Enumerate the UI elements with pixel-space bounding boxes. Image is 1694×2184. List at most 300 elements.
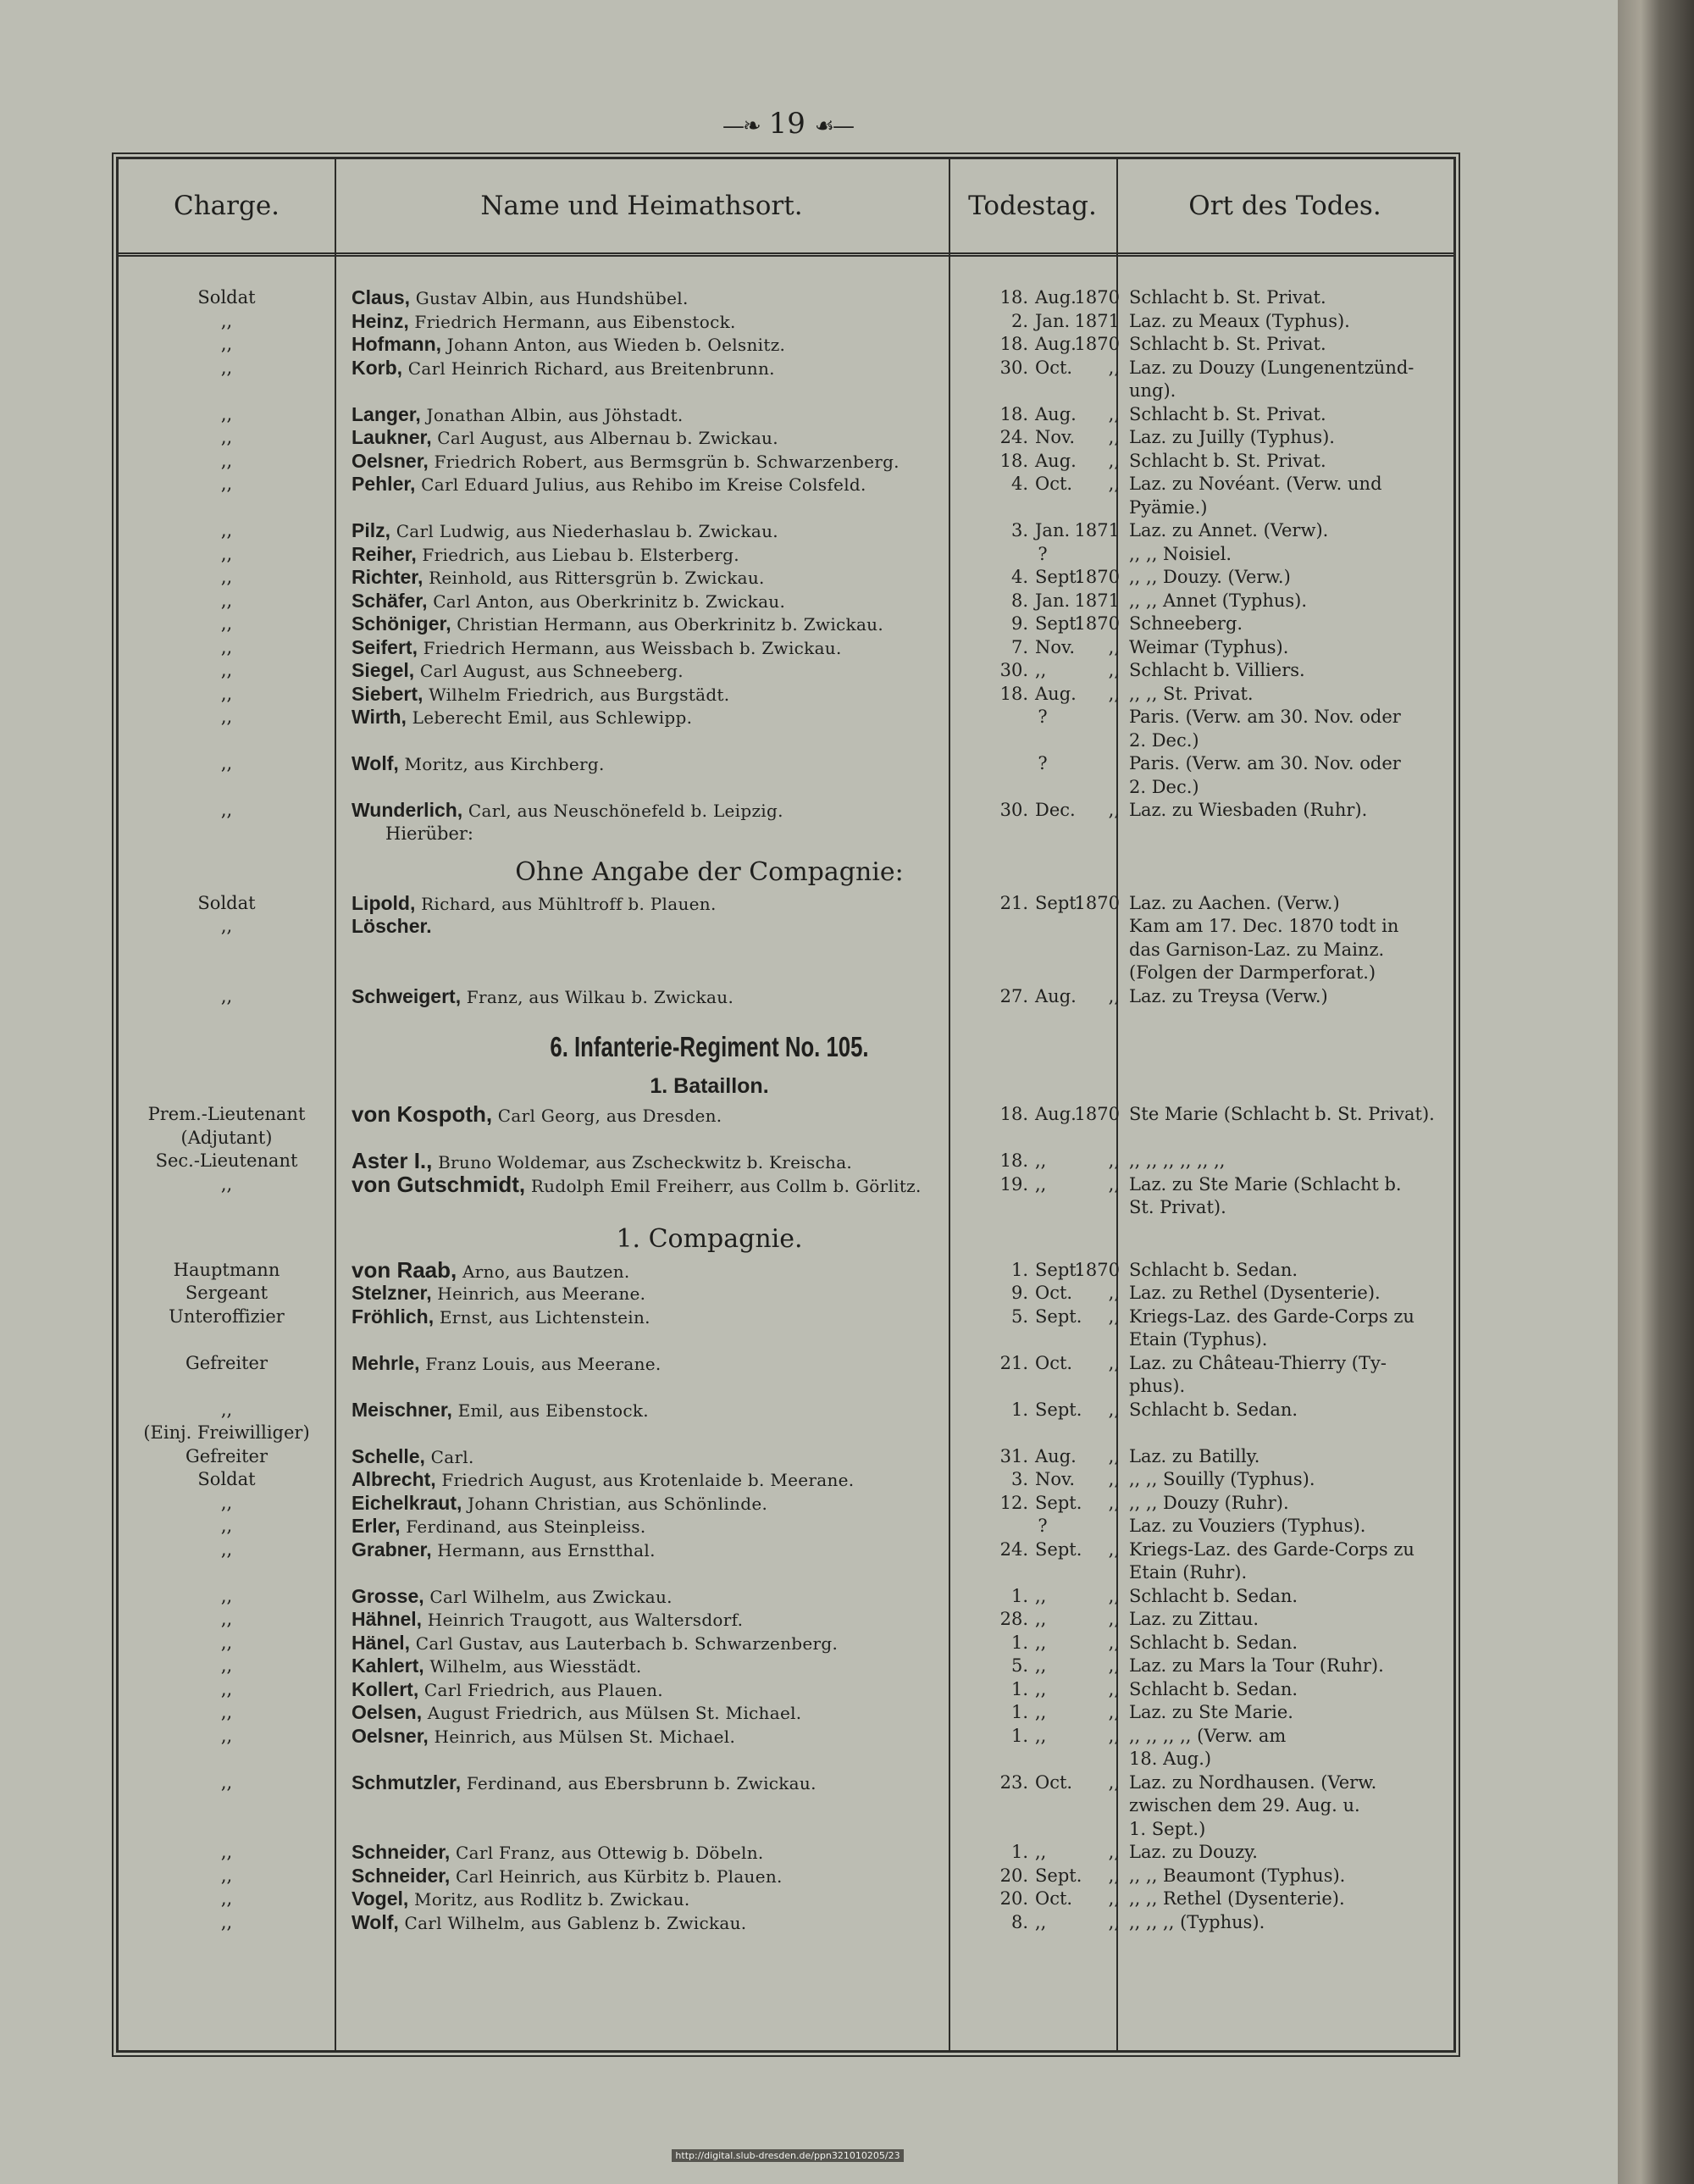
charge-cell: ,,: [220, 800, 233, 820]
table-row: [119, 1725, 1453, 1749]
name-detail: Gustav Albin, aus Hundshübel.: [415, 288, 689, 308]
charge-cell: ,,: [220, 1888, 233, 1909]
date-year: ,,: [1108, 1305, 1120, 1327]
name-cell: [352, 1399, 1067, 1423]
charge-cell: ,,: [220, 1632, 233, 1653]
date-day: 21.: [999, 892, 1028, 913]
charge-cell: ,,: [220, 450, 233, 471]
charge-cell: ,,: [220, 403, 233, 424]
name-cell: [352, 1515, 1067, 1539]
header-todestag: Todestag.: [968, 191, 1097, 221]
death-place-cell: Paris. (Verw. am 30. Nov. oder: [1129, 707, 1401, 727]
table-row: [119, 566, 1453, 590]
table-row: [119, 1515, 1453, 1538]
name-cell: [352, 1305, 1067, 1330]
death-place-cell: 2. Dec.): [1129, 729, 1199, 751]
charge-cell: Soldat: [197, 892, 256, 913]
surname: Grabner,: [352, 1538, 432, 1560]
date-month: Nov.: [1035, 1469, 1076, 1489]
table-row: [119, 1911, 1453, 1935]
date-year: ,,: [1108, 1655, 1120, 1676]
table-row: [119, 519, 1453, 543]
table-row: [119, 333, 1453, 357]
date-day: 28.: [999, 1609, 1028, 1629]
charge-cell: ,,: [220, 1678, 233, 1699]
date-day: 8.: [1010, 590, 1028, 611]
table-row: [119, 450, 1453, 474]
surname: von Gutschmidt,: [352, 1171, 526, 1197]
name-detail: Friedrich Hermann, aus Weissbach b. Zwickau.: [423, 637, 842, 658]
date-year: 1870: [1074, 1104, 1120, 1124]
death-place-cell: 18. Aug.): [1129, 1749, 1212, 1769]
death-place-cell: ,, ,, ,, ,, (Verw. am: [1129, 1725, 1287, 1746]
death-place-cell: Laz. zu Vouziers (Typhus).: [1129, 1516, 1366, 1536]
surname: Mehrle,: [352, 1351, 420, 1374]
charge-cell: (Adjutant): [180, 1127, 273, 1148]
date-day: 30.: [999, 800, 1028, 820]
table-row: [119, 286, 1453, 310]
charge-cell: ,,: [220, 1585, 233, 1606]
date-month: ,,: [1035, 1655, 1047, 1676]
page-number: [0, 107, 1575, 141]
death-place-cell: Ste Marie (Schlacht b. St. Privat).: [1129, 1104, 1435, 1124]
date-year: ,,: [1108, 1538, 1120, 1560]
death-place-cell: Schlacht b. Sedan.: [1129, 1585, 1298, 1606]
table-row: [119, 1375, 1453, 1399]
page-number-text: 19: [768, 107, 805, 141]
surname: Grosse,: [352, 1584, 424, 1607]
death-place-cell: ,, ,, Annet (Typhus).: [1129, 590, 1308, 611]
surname: Wolf,: [352, 752, 399, 774]
charge-cell: ,,: [220, 590, 233, 611]
date-day: 18.: [999, 403, 1028, 424]
date-month: ,,: [1035, 1842, 1047, 1862]
date-day: 27.: [999, 985, 1028, 1006]
charge-cell: ,,: [220, 1492, 233, 1513]
table-row: [119, 1196, 1453, 1220]
date-year: ,,: [1108, 1399, 1120, 1420]
name-cell: [352, 1887, 1067, 1912]
date-month: Oct.: [1035, 474, 1073, 494]
table-row: [119, 1608, 1453, 1632]
name-cell: [352, 1492, 1067, 1516]
date-year: ,,: [1108, 800, 1120, 820]
table-row: [119, 659, 1453, 683]
death-place-cell: Pyämie.): [1129, 496, 1208, 518]
name-cell: [352, 286, 1067, 311]
table-row: [119, 1468, 1453, 1492]
name-cell: [352, 590, 1067, 614]
surname: Richter,: [352, 566, 424, 588]
date-day: 20.: [999, 1888, 1028, 1909]
death-place-cell: Schlacht b. Villiers.: [1129, 660, 1305, 680]
surname: Kahlert,: [352, 1655, 424, 1677]
surname: Lipold,: [352, 891, 416, 914]
death-place-cell: Laz. zu Batilly.: [1129, 1445, 1260, 1466]
table-row: [119, 1701, 1453, 1725]
name-cell: [352, 1282, 1067, 1306]
date-year: ,,: [1108, 1585, 1120, 1606]
name-detail: Johann Christian, aus Schönlinde.: [468, 1493, 768, 1514]
name-detail: Carl Anton, aus Oberkrinitz b. Zwickau.: [433, 590, 786, 612]
name-detail: Friedrich Hermann, aus Eibenstock.: [414, 311, 736, 332]
table-row: [119, 1585, 1453, 1609]
table-row: [119, 1305, 1453, 1329]
charge-cell: ,,: [220, 520, 233, 540]
surname: Oelsner,: [352, 449, 429, 472]
death-place-cell: Schlacht b. Sedan.: [1129, 1632, 1298, 1653]
table-row: [119, 1025, 1453, 1069]
death-place-cell: phus).: [1129, 1376, 1186, 1396]
date-year: ,,: [1108, 1492, 1120, 1513]
section-heading: 1. Bataillon.: [650, 1074, 769, 1098]
date-day: 1.: [1010, 1842, 1028, 1862]
table-row: [119, 1127, 1453, 1150]
surname: Wunderlich,: [352, 799, 463, 821]
date-year: ,,: [1108, 1911, 1120, 1932]
death-place-cell: Laz. zu Aachen. (Verw.): [1129, 892, 1340, 913]
date-year: 1870: [1074, 613, 1120, 634]
date-day: 1.: [1010, 1702, 1028, 1722]
death-place-cell: das Garnison-Laz. zu Mainz.: [1129, 939, 1385, 960]
date-day: 5.: [1010, 1655, 1028, 1676]
date-day: 19.: [999, 1173, 1028, 1195]
surname: Siegel,: [352, 659, 415, 681]
surname: Korb,: [352, 356, 403, 379]
date-month: Oct.: [1035, 357, 1073, 378]
date-month: ,,: [1035, 1585, 1047, 1606]
name-cell: [352, 1352, 1067, 1377]
charge-cell: ,,: [220, 1399, 233, 1420]
date-month: Jan.: [1035, 590, 1071, 611]
death-place-cell: Laz. zu Nordhausen. (Verw.: [1129, 1771, 1377, 1793]
date-day: 31.: [999, 1445, 1028, 1466]
date-month: Sept.: [1035, 613, 1082, 634]
date-year: ,,: [1108, 1771, 1120, 1793]
name-cell: [352, 566, 1067, 590]
surname: Albrecht,: [352, 1468, 436, 1490]
charge-cell: ,,: [220, 1842, 233, 1862]
date-month: Nov.: [1035, 636, 1076, 657]
table-row: [119, 1748, 1453, 1771]
surname: von Kospoth,: [352, 1101, 493, 1127]
date-unknown: ?: [1038, 753, 1048, 773]
date-day: 1.: [1010, 1725, 1028, 1746]
date-year: ,,: [1108, 660, 1120, 680]
date-year: ,,: [1108, 683, 1120, 704]
date-day: 1.: [1010, 1399, 1028, 1420]
charge-cell: ,,: [220, 567, 233, 587]
charge-cell: ,,: [220, 1516, 233, 1536]
name-cell: [352, 473, 1067, 497]
date-day: 21.: [999, 1352, 1028, 1373]
date-month: Nov.: [1035, 427, 1076, 447]
name-detail: Hermann, aus Ernstthal.: [437, 1539, 656, 1560]
name-cell: [352, 1173, 1067, 1199]
table-row: [119, 473, 1453, 496]
name-cell: [352, 683, 1067, 707]
date-month: Aug.: [1035, 1445, 1077, 1466]
date-day: 4.: [1010, 567, 1028, 587]
name-detail: Christian Hermann, aus Oberkrinitz b. Zwickau.: [457, 614, 884, 635]
name-cell: [352, 519, 1067, 544]
table-row: [119, 1887, 1453, 1911]
date-day: 7.: [1010, 636, 1028, 657]
table-row: [119, 1561, 1453, 1585]
table-row: [119, 706, 1453, 729]
death-place-cell: Paris. (Verw. am 30. Nov. oder: [1129, 753, 1401, 773]
date-day: 8.: [1010, 1911, 1028, 1932]
name-detail: Richard, aus Mühltroff b. Plauen.: [421, 893, 717, 914]
date-year: ,,: [1108, 636, 1120, 657]
death-place-cell: Kriegs-Laz. des Garde-Corps zu: [1129, 1305, 1414, 1327]
death-place-cell: Kam am 17. Dec. 1870 todt in: [1129, 916, 1399, 936]
name-detail: Bruno Woldemar, aus Zscheckwitz b. Kreischa.: [438, 1152, 853, 1172]
charge-cell: ,,: [220, 1173, 233, 1195]
surname: Löscher.: [352, 915, 432, 937]
table-row: [119, 1352, 1453, 1376]
name-cell: [352, 543, 1067, 568]
charge-cell: ,,: [220, 683, 233, 704]
date-month: Sept.: [1035, 1259, 1082, 1280]
death-place-cell: 2. Dec.): [1129, 776, 1199, 797]
death-place-cell: (Folgen der Darmperforat.): [1129, 962, 1376, 983]
date-month: Aug.: [1035, 450, 1077, 471]
table-row: [119, 426, 1453, 450]
charge-cell: Hauptmann: [173, 1259, 280, 1280]
table-row: [119, 310, 1453, 334]
charge-cell: ,,: [220, 753, 233, 773]
charge-cell: ,,: [220, 357, 233, 378]
surname: von Raab,: [352, 1256, 457, 1283]
name-cell: [352, 1103, 1067, 1128]
surname: Schöniger,: [352, 613, 451, 635]
date-month: ,,: [1035, 1173, 1047, 1195]
charge-cell: ,,: [220, 427, 233, 447]
date-year: ,,: [1108, 1678, 1120, 1699]
date-day: 12.: [999, 1492, 1028, 1513]
name-detail: Carl Wilhelm, aus Zwickau.: [429, 1586, 673, 1607]
surname: Wirth,: [352, 706, 407, 728]
header-ort: Ort des Todes.: [1188, 191, 1381, 221]
name-detail: Carl Eduard Julius, aus Rehibo im Kreise Colsfeld.: [421, 474, 866, 495]
surname: Schweigert,: [352, 984, 462, 1007]
date-month: ,,: [1035, 1725, 1047, 1746]
surname: Siebert,: [352, 682, 424, 705]
death-place-cell: Laz. zu Château-Thierry (Ty-: [1129, 1352, 1387, 1373]
date-year: ,,: [1108, 1445, 1120, 1466]
date-year: 1870: [1074, 334, 1120, 354]
name-cell: [352, 1771, 1067, 1796]
date-year: ,,: [1108, 1702, 1120, 1722]
table-row: [119, 985, 1453, 1009]
name-cell: [352, 799, 1067, 823]
date-day: 5.: [1010, 1305, 1028, 1327]
death-place-cell: Laz. zu Zittau.: [1129, 1609, 1259, 1629]
charge-cell: ,,: [220, 707, 233, 727]
date-year: ,,: [1108, 1865, 1120, 1886]
name-cell: [352, 1655, 1067, 1679]
name-detail: Carl Franz, aus Ottewig b. Döbeln.: [456, 1843, 764, 1863]
name-cell: [352, 752, 1067, 777]
name-cell: [352, 1468, 1067, 1493]
death-place-cell: Etain (Typhus).: [1129, 1329, 1268, 1350]
table-row: [119, 1632, 1453, 1655]
date-year: ,,: [1108, 427, 1120, 447]
date-year: ,,: [1108, 1632, 1120, 1653]
name-cell: [352, 403, 1067, 428]
book-edge: [1618, 0, 1694, 2184]
death-place-cell: Schlacht b. St. Privat.: [1129, 450, 1326, 471]
date-day: 9.: [1010, 613, 1028, 634]
date-unknown: ?: [1038, 707, 1048, 727]
table-row: [119, 1841, 1453, 1865]
date-month: ,,: [1035, 1911, 1047, 1932]
name-cell: [352, 333, 1067, 358]
header-charge: Charge.: [173, 191, 280, 221]
date-month: Sept.: [1035, 1492, 1082, 1513]
charge-cell: Gefreiter: [185, 1352, 268, 1373]
death-place-cell: 1. Sept.): [1129, 1818, 1206, 1839]
date-unknown: ?: [1038, 1516, 1048, 1536]
name-cell: [352, 1256, 1067, 1284]
name-detail: Moritz, aus Rodlitz b. Zwickau.: [414, 1889, 690, 1910]
name-cell: [352, 426, 1067, 451]
table-row: [119, 1399, 1453, 1422]
date-day: 18.: [999, 683, 1028, 704]
table-row: [119, 496, 1453, 520]
name-detail: Carl Georg, aus Dresden.: [497, 1106, 722, 1126]
date-year: ,,: [1108, 985, 1120, 1006]
date-year: ,,: [1108, 1352, 1120, 1373]
note-text: Hierüber:: [385, 823, 474, 844]
death-place-cell: Kriegs-Laz. des Garde-Corps zu: [1129, 1538, 1414, 1560]
table-row: [119, 729, 1453, 753]
date-month: Jan.: [1035, 310, 1071, 331]
table-row: [119, 590, 1453, 613]
death-place-cell: Laz. zu Wiesbaden (Ruhr).: [1129, 800, 1368, 820]
date-month: Sept.: [1035, 1538, 1082, 1560]
death-place-cell: ,, ,, Douzy. (Verw.): [1129, 567, 1291, 587]
date-month: Sept.: [1035, 1399, 1082, 1420]
death-place-cell: ,, ,, Beaumont (Typhus).: [1129, 1865, 1346, 1886]
name-cell: [352, 1678, 1067, 1703]
death-place-cell: Laz. zu Douzy.: [1129, 1842, 1258, 1862]
death-place-cell: Schlacht b. St. Privat.: [1129, 287, 1326, 308]
death-place-cell: Laz. zu Ste Marie.: [1129, 1702, 1293, 1722]
name-cell: [352, 985, 1067, 1010]
date-day: 18.: [999, 1104, 1028, 1124]
date-day: 18.: [999, 287, 1028, 308]
death-place-cell: Laz. zu Douzy (Lungenentzünd-: [1129, 357, 1414, 378]
death-place-cell: Schlacht b. Sedan.: [1129, 1259, 1298, 1280]
header-name: Name und Heimathsort.: [480, 191, 803, 221]
charge-cell: Soldat: [197, 1469, 256, 1489]
table-header: [119, 159, 1453, 257]
casualty-table: [116, 157, 1456, 2053]
table-row: [119, 683, 1453, 707]
table-row: [119, 1282, 1453, 1305]
charge-cell: ,,: [220, 1725, 233, 1746]
date-month: Aug.: [1035, 683, 1077, 704]
name-cell: [352, 1608, 1067, 1632]
name-cell: [352, 1865, 1067, 1889]
date-month: Aug.: [1035, 1104, 1077, 1124]
death-place-cell: Laz. zu Ste Marie (Schlacht b.: [1129, 1173, 1402, 1195]
death-place-cell: ,, ,, ,, ,, ,, ,,: [1129, 1150, 1226, 1171]
death-place-cell: Etain (Ruhr).: [1129, 1562, 1248, 1583]
death-place-cell: ,, ,, ,, (Typhus).: [1129, 1911, 1265, 1932]
charge-cell: ,,: [220, 916, 233, 936]
death-place-cell: Schneeberg.: [1129, 613, 1243, 634]
surname: Stelzner,: [352, 1282, 432, 1304]
date-month: Sept.: [1035, 567, 1082, 587]
date-year: 1870: [1074, 567, 1120, 587]
name-detail: Carl Ludwig, aus Niederhaslau b. Zwickau.: [396, 521, 778, 541]
death-place-cell: ,, ,, Noisiel.: [1129, 543, 1232, 564]
date-day: 30.: [999, 660, 1028, 680]
date-day: 20.: [999, 1865, 1028, 1886]
table-row: [119, 1771, 1453, 1795]
death-place-cell: ,, ,, St. Privat.: [1129, 683, 1254, 704]
date-day: 3.: [1010, 1469, 1028, 1489]
table-row: [119, 1150, 1453, 1173]
date-month: Oct.: [1035, 1888, 1073, 1909]
table-row: [119, 1818, 1453, 1842]
surname: Schäfer,: [352, 589, 428, 612]
death-place-cell: Laz. zu Annet. (Verw).: [1129, 520, 1329, 540]
name-cell: [352, 310, 1067, 335]
name-cell: [352, 892, 1067, 917]
charge-cell: ,,: [220, 636, 233, 657]
name-detail: Jonathan Albin, aus Jöhstadt.: [426, 404, 684, 425]
section-heading: 6. Infanterie-Regiment No. 105.: [550, 1031, 869, 1062]
date-month: ,,: [1035, 1678, 1047, 1699]
death-place-cell: Laz. zu Juilly (Typhus).: [1129, 427, 1335, 447]
name-detail: Arno, aus Bautzen.: [462, 1261, 630, 1282]
name-detail: Carl August, aus Schneeberg.: [419, 661, 684, 681]
date-year: 1870: [1074, 892, 1120, 913]
name-cell: [352, 1911, 1067, 1936]
name-detail: Ferdinand, aus Steinpleiss.: [406, 1516, 646, 1537]
name-cell: [352, 706, 1067, 730]
table-row: [119, 752, 1453, 776]
name-detail: Heinrich, aus Mülsen St. Michael.: [434, 1726, 736, 1747]
surname: Schelle,: [352, 1444, 425, 1467]
table-row: [119, 1008, 1453, 1025]
charge-cell: ,,: [220, 1609, 233, 1629]
charge-cell: Unteroffizier: [169, 1305, 285, 1327]
date-month: ,,: [1035, 1632, 1047, 1653]
charge-cell: Sergeant: [185, 1283, 268, 1303]
name-cell: [352, 450, 1067, 474]
death-place-cell: ,, ,, Souilly (Typhus).: [1129, 1469, 1315, 1489]
table-body: [119, 286, 1453, 1934]
date-unknown: ?: [1038, 543, 1048, 564]
source-url-text: http://digital.slub-dresden.de/ppn321010205/23: [672, 2149, 903, 2162]
name-cell: [352, 1725, 1067, 1749]
date-day: 24.: [999, 1538, 1028, 1560]
date-year: ,,: [1108, 357, 1120, 378]
table-row: [119, 1492, 1453, 1516]
surname: Pilz,: [352, 519, 391, 541]
ornament-left-icon: —❧: [722, 114, 760, 139]
table-row: [119, 939, 1453, 962]
charge-cell: ,,: [220, 613, 233, 634]
surname: Fröhlich,: [352, 1305, 435, 1328]
date-year: ,,: [1108, 1725, 1120, 1746]
surname: Laukner,: [352, 426, 432, 448]
